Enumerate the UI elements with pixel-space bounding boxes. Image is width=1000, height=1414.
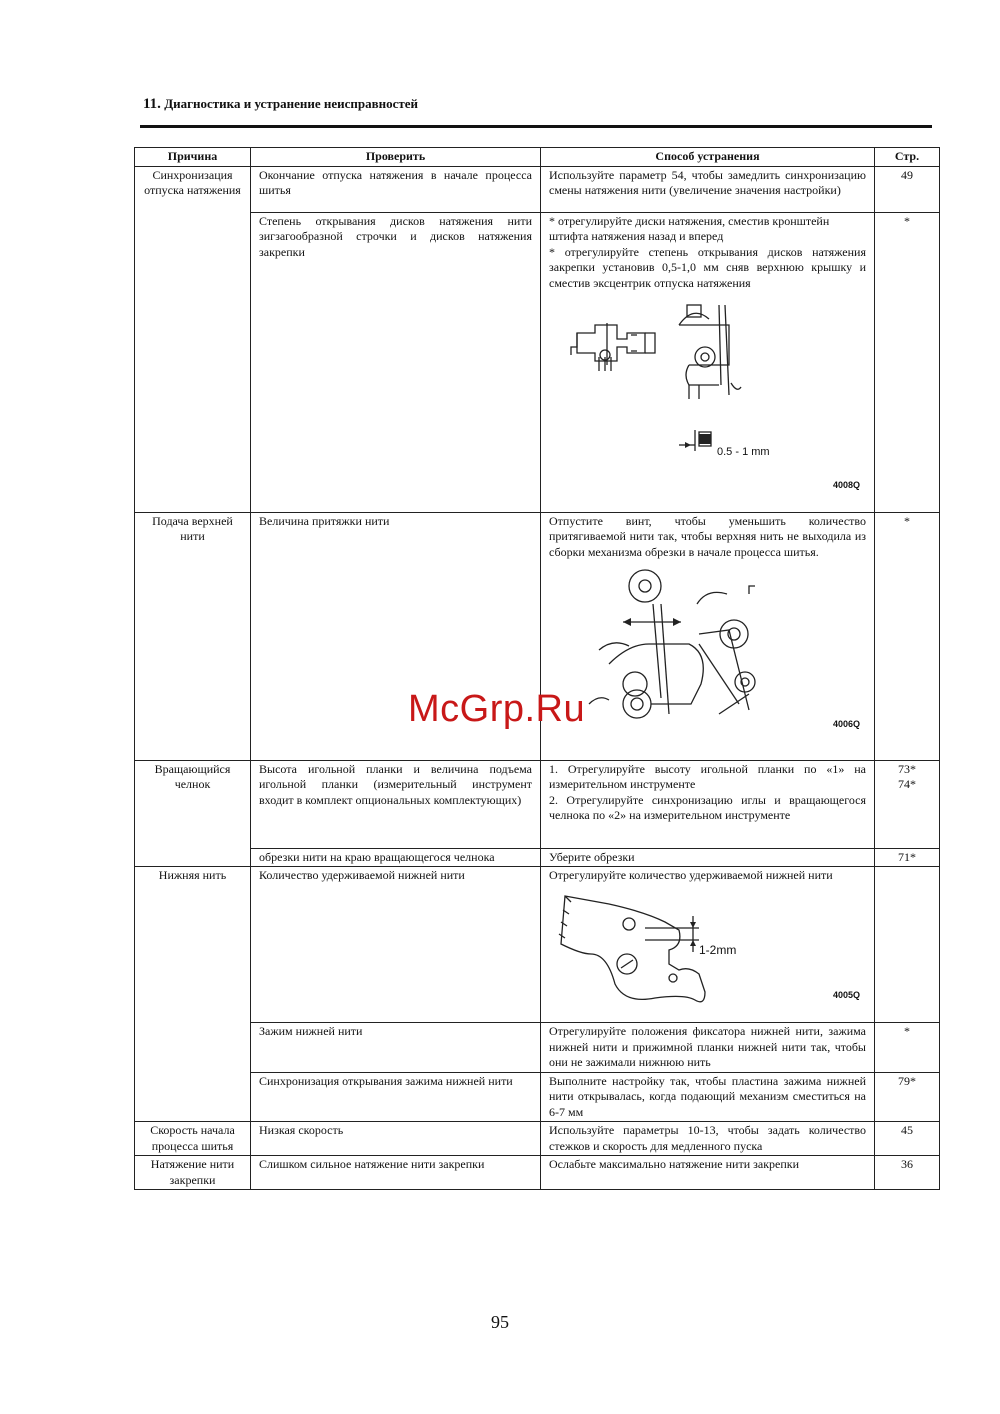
remedy-text: 2. Отрегулируйте синхронизацию иглы и вращающегося челнока по «2» на измерительном инструменте: [549, 792, 866, 822]
check-cell: Низкая скорость: [251, 1122, 541, 1156]
page-ref-cell: *: [875, 212, 940, 512]
table-row: [135, 1072, 940, 1122]
table-row: [135, 212, 940, 512]
figure-code: 4006Q: [832, 718, 860, 729]
remedy-cell: Уберите обрезки: [541, 848, 875, 867]
remedy-text: Отпустите винт, чтобы уменьшить количество притягиваемой нити так, чтобы верхняя нить не выходила из сборки механизма обрезки в начале процесса шитья.: [549, 513, 866, 559]
check-cell: Величина притяжки нити: [251, 512, 541, 760]
table-row: [135, 760, 940, 848]
gap-measure-label: 0.5 - 1 mm: [717, 446, 770, 458]
cause-cell: Натяжение нити закрепки: [135, 1156, 251, 1190]
cause-cell: Синхронизация отпуска натяжения: [135, 166, 251, 512]
table-row: [135, 1023, 940, 1073]
page-ref-cell: 36: [875, 1156, 940, 1190]
troubleshooting-table: [134, 147, 940, 1190]
page-ref-cell: 71*: [875, 848, 940, 867]
section-title: Диагностика и устранение неисправностей: [164, 96, 419, 111]
heading-rule: [140, 125, 932, 128]
remedy-cell: Ослабьте максимально натяжение нити закрепки: [541, 1156, 875, 1190]
remedy-text: * отрегулируйте степень открывания дисков натяжения закрепки установив 0,5-1,0 мм сняв верхнюю крышку и сместив эксцентрик отпуска натяжения: [549, 244, 866, 290]
table-row: [135, 1122, 940, 1156]
check-cell: Окончание отпуска натяжения в начале процесса шитья: [251, 166, 541, 212]
cause-cell: Вращающийся челнок: [135, 760, 251, 867]
page-ref-cell: 79*: [875, 1072, 940, 1122]
check-cell: Степень открывания дисков натяжения нити зигзагообразной строчки и дисков натяжения закрепки: [251, 212, 541, 512]
thread-pull-drawing: [549, 564, 867, 734]
header-check: Проверить: [251, 148, 541, 167]
remedy-text: 1. Отрегулируйте высоту игольной планки по «1» на измерительном инструменте: [549, 761, 866, 791]
check-cell: Синхронизация открывания зажима нижней нити: [251, 1072, 541, 1122]
figure-code: 4008Q: [832, 479, 860, 490]
remedy-cell: Отрегулируйте положения фиксатора нижней нити, зажима нижней нити и прижимной планки нижней нити так, чтобы они не зажимали нижнюю нить: [541, 1023, 875, 1073]
remedy-cell: Используйте параметры 10-13, чтобы задать количество стежков и скорость для медленного пуска: [541, 1122, 875, 1156]
bobbin-thread-drawing: [549, 888, 867, 1006]
table-row: [135, 848, 940, 867]
cause-cell: Скорость начала процесса шитья: [135, 1122, 251, 1156]
watermark: McGrp.Ru: [408, 688, 586, 730]
check-cell: Слишком сильное натяжение нити закрепки: [251, 1156, 541, 1190]
page-ref-cell: 45: [875, 1122, 940, 1156]
check-cell: Количество удерживаемой нижней нити: [251, 867, 541, 1023]
figure-code: 4005Q: [832, 990, 860, 1000]
remedy-cell: [541, 212, 875, 512]
remedy-cell: [541, 760, 875, 848]
section-number: 11.: [143, 96, 161, 112]
page-ref-cell: 49: [875, 166, 940, 212]
bobbin-measure-label: 1-2mm: [699, 942, 737, 957]
page-ref-cell: *: [875, 512, 940, 760]
page-number: 95: [491, 1312, 509, 1332]
page-ref-cell: [875, 760, 940, 848]
table-row: [135, 1156, 940, 1190]
cause-cell: Нижняя нить: [135, 867, 251, 1122]
page-ref-cell: [875, 867, 940, 1023]
remedy-text: * отрегулируйте диски натяжения, сместив кронштейн штифта натяжения назад и вперед: [549, 213, 830, 243]
header-page: Стр.: [875, 148, 940, 167]
header-remedy: Способ устранения: [541, 148, 875, 167]
table-row: [135, 166, 940, 212]
remedy-text: Отрегулируйте количество удерживаемой нижней нити: [549, 868, 833, 882]
remedy-cell: [541, 867, 875, 1023]
check-cell: Высота игольной планки и величина подъема игольной планки (измерительный инструмент входит в комплект опциональных комплектующих): [251, 760, 541, 848]
cause-cell: Подача верхней нити: [135, 512, 251, 760]
table-header-row: [135, 148, 940, 167]
remedy-cell: [541, 512, 875, 760]
bobbin-thread-diagram: [549, 888, 866, 1006]
tension-disc-drawing: [549, 295, 867, 495]
thread-pull-diagram: [549, 564, 866, 734]
remedy-cell: Используйте параметр 54, чтобы замедлить синхронизацию смены натяжения нити (увеличение значения настройки): [541, 166, 875, 212]
table-row: [135, 867, 940, 1023]
check-cell: обрезки нити на краю вращающегося челнока: [251, 848, 541, 867]
check-cell: Зажим нижней нити: [251, 1023, 541, 1073]
remedy-cell: Выполните настройку так, чтобы пластина зажима нижней нити открывалась, когда подающий механизм сместиться на 6-7 мм: [541, 1072, 875, 1122]
page-ref-cell: *: [875, 1023, 940, 1073]
section-heading: [143, 96, 418, 113]
tension-disc-diagram: [549, 295, 866, 495]
header-cause: Причина: [135, 148, 251, 167]
page-ref: 73*: [898, 761, 916, 776]
page-ref: 74*: [898, 777, 916, 791]
